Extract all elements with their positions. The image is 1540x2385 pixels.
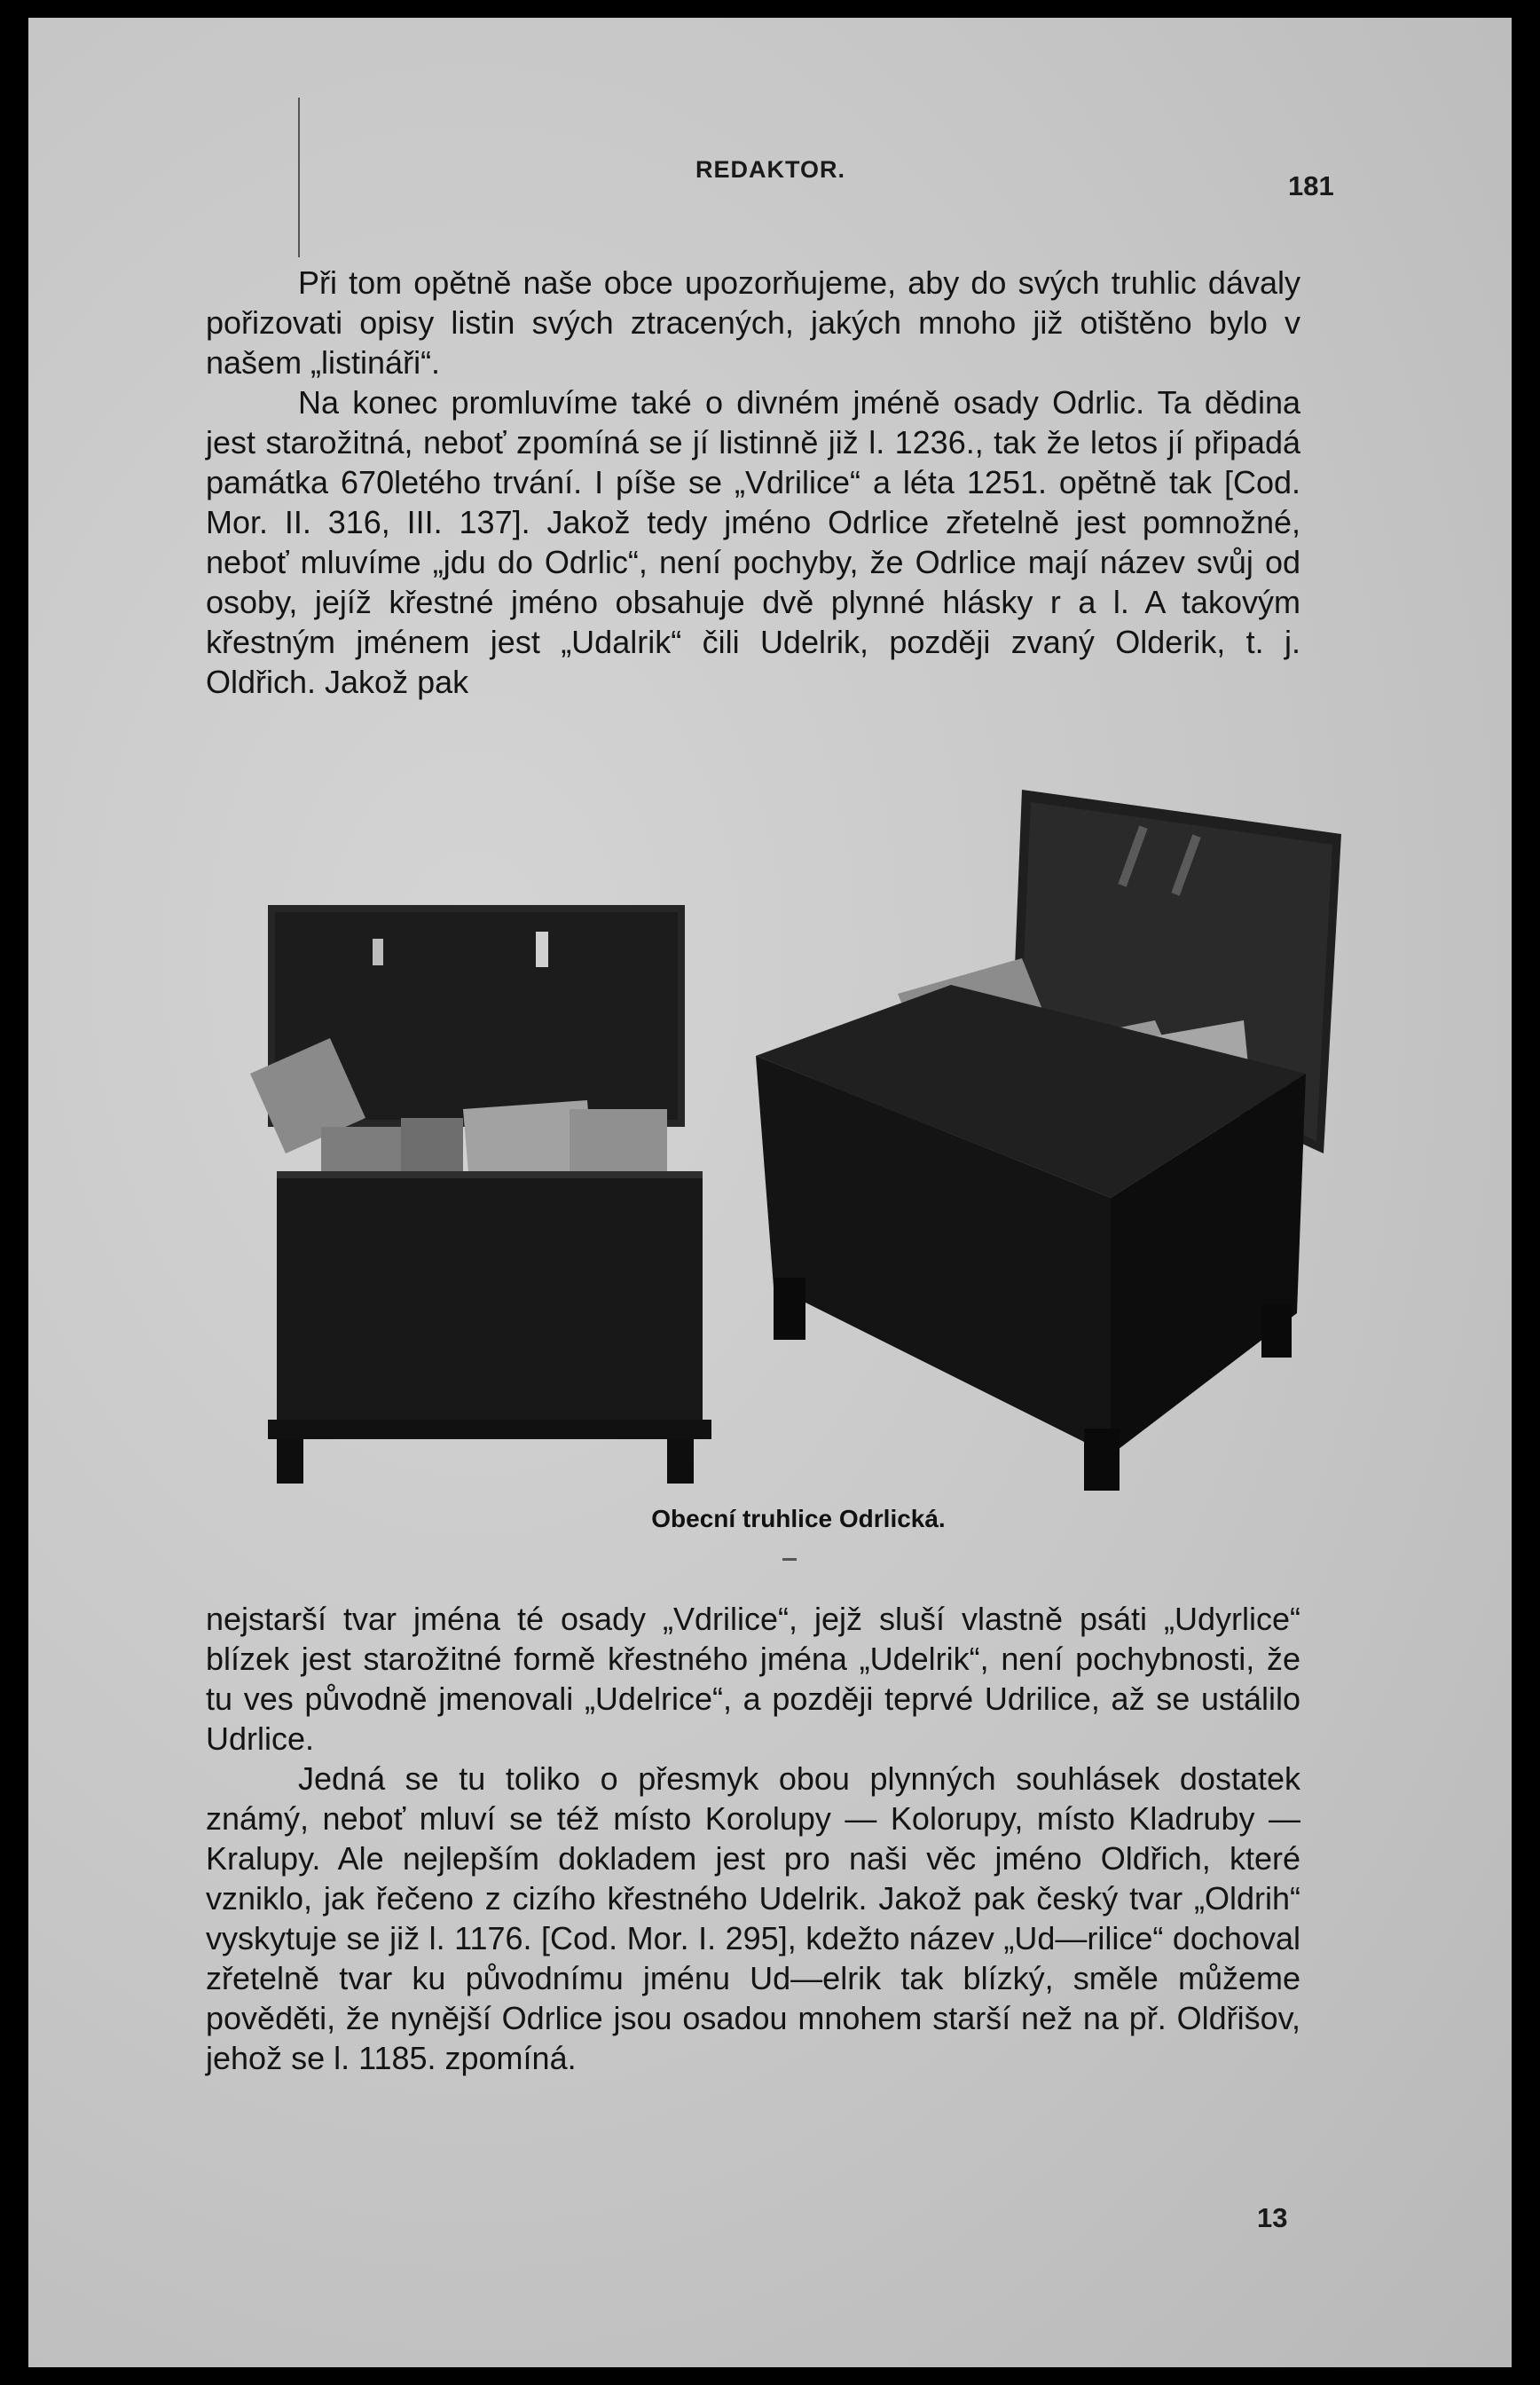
margin-rule: [298, 98, 300, 257]
caption-divider: [782, 1558, 797, 1561]
body-text-bottom: [206, 1599, 1300, 2078]
right-chest: [756, 790, 1341, 1491]
scanned-page: [28, 18, 1512, 2367]
body-text-top: [206, 263, 1300, 702]
running-header: REDAKTOR.: [695, 156, 846, 183]
left-chest: [250, 905, 711, 1484]
paragraph: nejstarší tvar jména té osady „Vdrilice“, jejž sluší vlastně psáti „Udyrlice“ blízek jest starožitné formě křestného jména „Udelrik“, není pochybnosti, že tu ves původně jmenovali „Udelrice“, a později teprvé Udrilice, až se ustálilo Udrlice.: [206, 1601, 1300, 1757]
chest-photograph: [241, 781, 1350, 1491]
paragraph: Jedná se tu toliko o přesmyk obou plynných souhlásek dostatek známý, neboť mluví se též místo Korolupy — Kolorupy, místo Kladruby — Kralupy. Ale nejlepším dokladem jest pro naši věc jméno Oldřich, které vzniklo, jak řečeno z cizího křestného Udelrik. Jakož pak český tvar „Oldrih“ vyskytuje se již l. 1176. [Cod. Mor. I. 295], kdežto název „Ud—rilice“ dochoval zřetelně tvar ku původnímu jménu Ud—elrik tak blízký, směle můžeme pověděti, že nynější Odrlice jsou osadou mnohem starší než na př. Oldřišov, jehož se l. 1185. zpomíná.: [206, 1760, 1300, 2076]
paragraph: Na konec promluvíme také o divném jméně osady Odrlic. Ta dědina jest starožitná, neboť zpomíná se jí listinně již l. 1236., tak že letos jí připadá památka 670letého trvání. I píše se „Vdrilice“ a léta 1251. opětně tak [Cod. Mor. II. 316, III. 137]. Jakož tedy jméno Odrlice zřetelně jest pomnožné, neboť mluvíme „jdu do Odrlic“, není pochyby, že Odrlice mají název svůj od osoby, jejíž křestné jméno obsahuje dvě plynné hlásky r a l. A takovým křestným jménem jest „Udalrik“ čili Udelrik, později zvaný Olderik, t. j. Oldřich. Jakož pak: [206, 384, 1300, 700]
page-number: 181: [1288, 170, 1334, 201]
figure-caption: Obecní truhlice Odrlická.: [651, 1505, 946, 1532]
signature-mark: 13: [1257, 2202, 1288, 2233]
paragraph: Při tom opětně naše obce upozorňujeme, aby do svých truhlic dávaly pořizovati opisy listin svých ztracených, jakých mnoho již otištěno bylo v našem „listináři“.: [206, 264, 1300, 381]
